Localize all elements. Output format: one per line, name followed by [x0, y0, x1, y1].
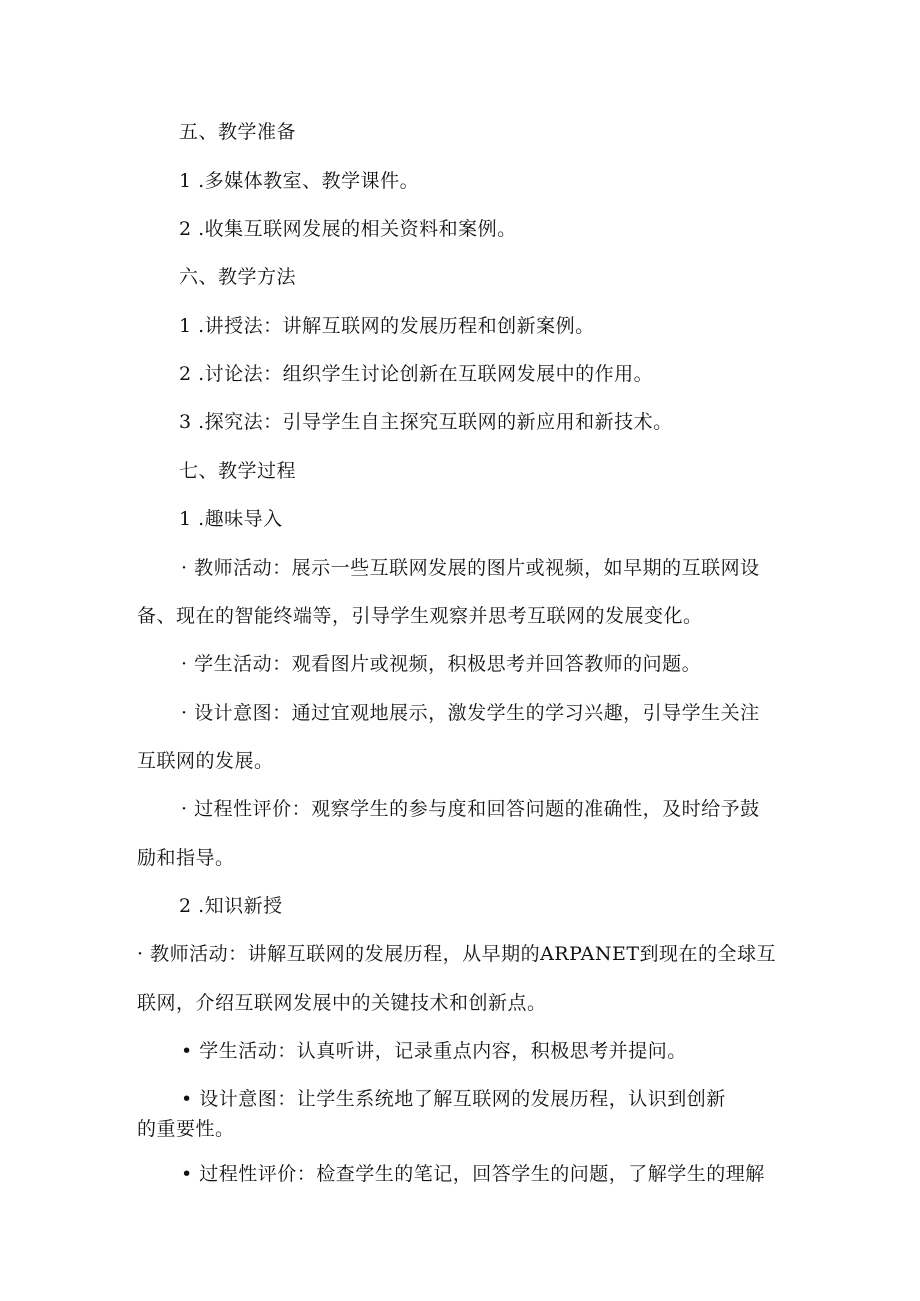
- paragraph-line: 2 .收集互联网发展的相关资料和案例。: [179, 218, 517, 240]
- section-heading-methods: 六、教学方法: [179, 266, 297, 288]
- paragraph-line: 3 .探究法：引导学生自主探究互联网的新应用和新技术。: [179, 411, 673, 433]
- paragraph-line: 2 .讨论法：组织学生讨论创新在互联网发展中的作用。: [179, 363, 654, 385]
- subsection-heading: 1 .趣味导入: [179, 508, 283, 530]
- bullet-line: • 设计意图：让学生系统地了解互联网的发展历程，认识到创新: [181, 1088, 726, 1110]
- paragraph-line: 联网，介绍互联网发展中的关键技术和创新点。: [137, 992, 547, 1014]
- paragraph-line: 1 .讲授法：讲解互联网的发展历程和创新案例。: [179, 315, 595, 337]
- bullet-line: · 学生活动：观看图片或视频，积极思考并回答教师的问题。: [181, 653, 702, 675]
- bullet-line: · 设计意图：通过宜观地展示，激发学生的学习兴趣，引导学生关注: [181, 702, 760, 724]
- paragraph-line: 的重要性。: [137, 1118, 235, 1140]
- paragraph-line: 备、现在的智能终端等，引导学生观察并思考互联网的发展变化。: [137, 605, 703, 627]
- section-heading-preparation: 五、教学准备: [179, 121, 297, 143]
- paragraph-line: 励和指导。: [137, 847, 235, 869]
- paragraph-line: 互联网的发展。: [137, 750, 274, 772]
- bullet-line: · 过程性评价：观察学生的参与度和回答问题的准确性，及时给予鼓: [181, 798, 760, 820]
- bullet-line: • 过程性评价：检查学生的笔记，回答学生的问题，了解学生的理解: [181, 1163, 765, 1185]
- subsection-heading: 2 .知识新授: [179, 895, 283, 917]
- bullet-line: · 教师活动：展示一些互联网发展的图片或视频，如早期的互联网设: [181, 557, 760, 579]
- bullet-line: • 学生活动：认真听讲，记录重点内容，积极思考并提问。: [181, 1040, 687, 1062]
- paragraph-line: 1 .多媒体教室、教学课件。: [179, 170, 420, 192]
- bullet-line: · 教师活动：讲解互联网的发展历程，从早期的ARPANET到现在的全球互: [137, 943, 777, 965]
- section-heading-process: 七、教学过程: [179, 460, 297, 482]
